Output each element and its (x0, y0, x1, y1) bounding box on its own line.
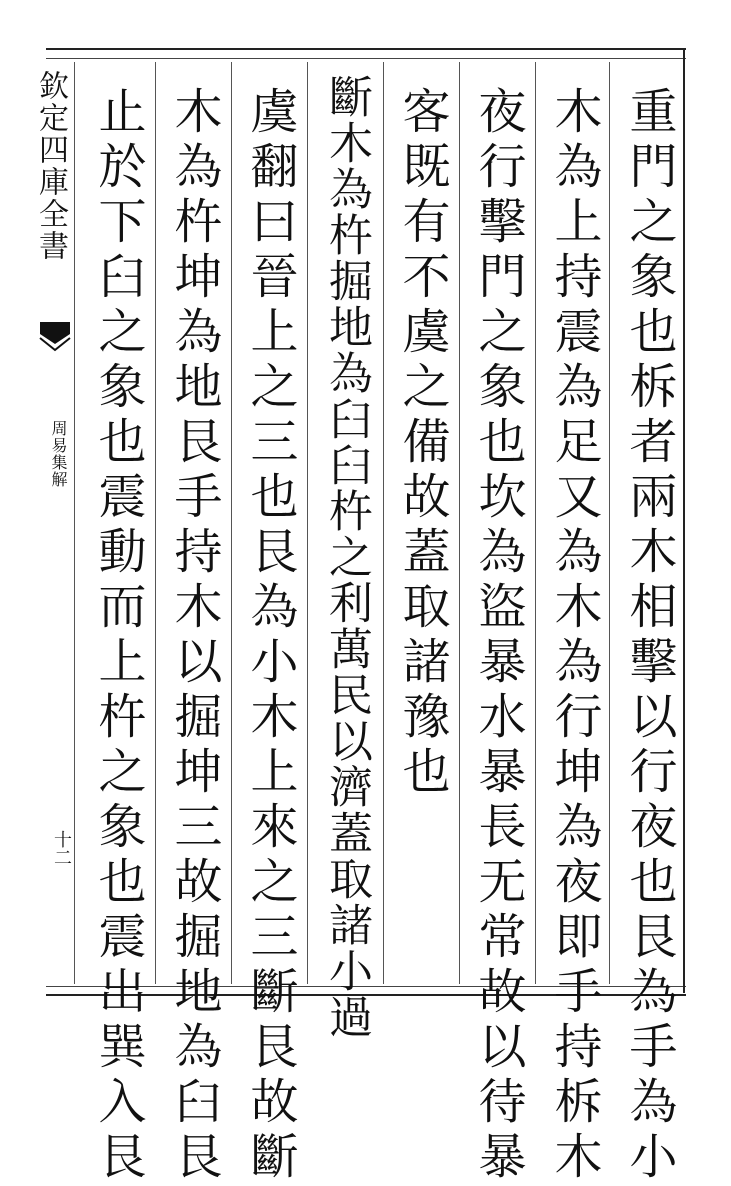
column-divider (231, 62, 232, 984)
margin-page-number: 十二 (51, 830, 72, 866)
text-column: 重門之象也柝者兩木相擊以行夜也艮為手為小 (621, 86, 677, 1186)
column-divider (459, 62, 460, 984)
text-column: 夜行擊門之象也坎為盜暴水暴長无常故以待暴 (470, 86, 526, 1186)
margin-book-title: 欽定四庫全書 (33, 70, 68, 262)
text-column: 虞翻曰晉上之三也艮為小木上來之三斷艮故斷 (242, 86, 298, 1186)
text-column: 木為杵坤為地艮手持木以掘坤三故掘地為臼艮 (166, 86, 222, 1186)
column-divider (307, 62, 308, 984)
text-column: 斷木為杵掘地為臼臼杵之利萬民以濟蓋取諸小過 (321, 74, 372, 1040)
text-column: 客既有不虞之備故蓋取諸豫也 (394, 86, 450, 801)
text-column: 木為上持震為足又為木為行坤為夜即手持柝木 (546, 86, 602, 1186)
column-divider (383, 62, 384, 984)
column-divider (535, 62, 536, 984)
column-divider (609, 62, 610, 984)
margin-section-title: 周易集解 (49, 420, 68, 488)
column-divider (155, 62, 156, 984)
right-border (683, 48, 689, 993)
fishtail-mark-icon (38, 320, 72, 360)
column-divider (74, 62, 75, 984)
top-border (46, 48, 686, 59)
text-column: 止於下臼之象也震動而上杵之象也震出巽入艮 (90, 86, 146, 1186)
